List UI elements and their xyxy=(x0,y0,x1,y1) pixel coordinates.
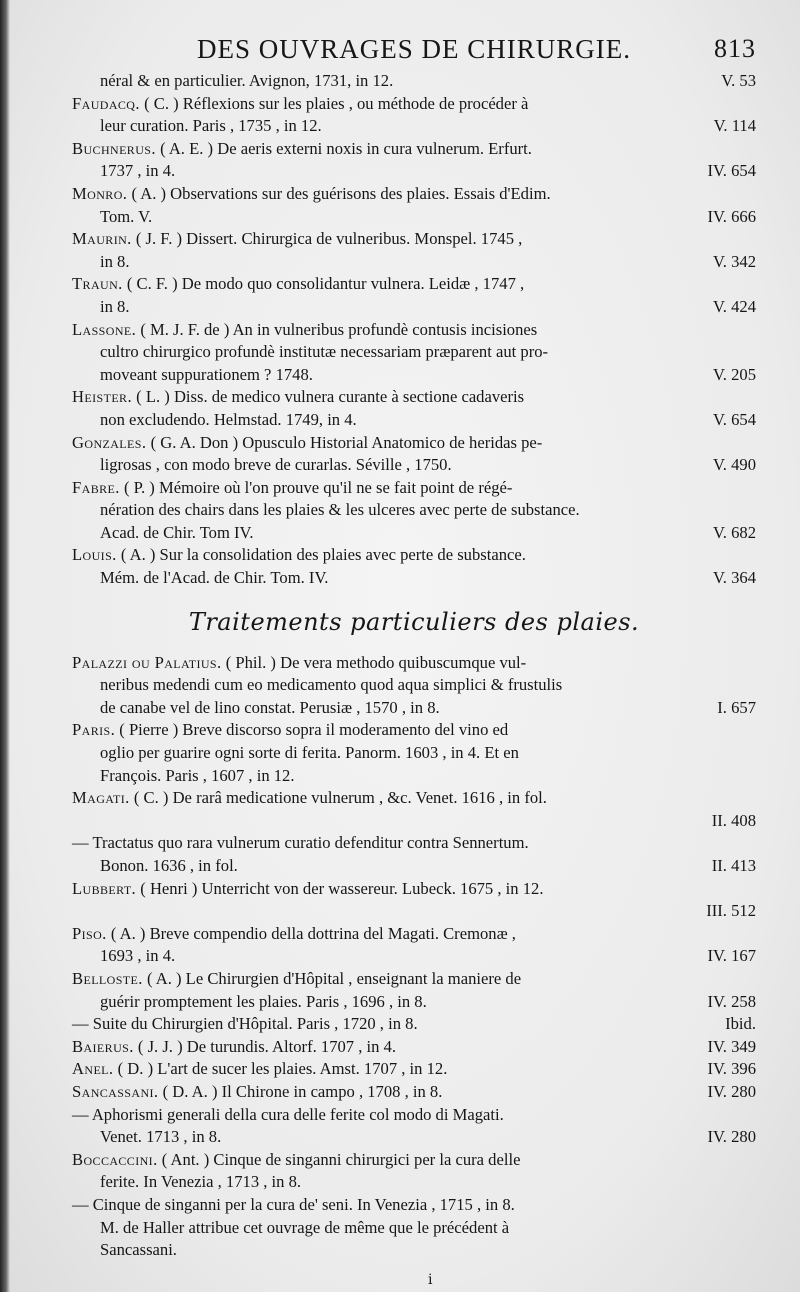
entry-line xyxy=(72,1171,756,1194)
citation-text: 1737 , in 4. xyxy=(100,161,176,181)
entry-line xyxy=(72,1149,756,1172)
entry-line xyxy=(72,183,756,206)
entry-text xyxy=(100,160,175,183)
entry-text xyxy=(100,991,427,1014)
author-name: Buchnerus. xyxy=(72,138,156,158)
citation-text: — Cinque de singanni per la cura de' seni. In Venezia , 1715 , in 8. xyxy=(72,1194,515,1214)
entry-line xyxy=(72,296,756,319)
entry-line xyxy=(72,900,756,923)
entry-text xyxy=(72,1194,515,1217)
entry-text xyxy=(72,968,521,991)
author-name: Sancassani. xyxy=(72,1081,159,1101)
volume-reference: IV. 280 xyxy=(707,1081,756,1101)
author-name: Baierus. xyxy=(72,1036,134,1056)
entry-line xyxy=(72,206,756,229)
citation-text: ( M. J. F. de ) An in vulneribus profundè contusis incisiones xyxy=(140,319,538,339)
entry-line xyxy=(72,544,756,567)
citation-text: ( Phil. ) De vera methodo quibuscumque vul- xyxy=(225,652,527,672)
citation-text: ( A. ) Sur la consolidation des plaies avec perte de substance. xyxy=(120,545,526,565)
citation-text: 1693 , in 4. xyxy=(100,946,176,966)
entry-line xyxy=(72,228,756,251)
volume-reference: V. 654 xyxy=(712,409,756,429)
author-name: Piso. xyxy=(72,923,107,943)
volume-reference: IV. 654 xyxy=(707,161,756,181)
citation-text: Venet. 1713 , in 8. xyxy=(100,1127,222,1147)
volume-reference: III. 512 xyxy=(706,901,756,921)
entry-text xyxy=(72,1104,504,1127)
entry-line xyxy=(72,386,756,409)
citation-text: — Tractatus quo rara vulnerum curatio defenditur contra Sennertum. xyxy=(72,833,529,853)
volume-reference: II. 408 xyxy=(711,810,756,830)
citation-text: oglio per guarire ogni sorte di ferita. Panorm. 1603 , in 4. Et en xyxy=(100,743,519,763)
entry-line xyxy=(72,697,756,720)
entry-text xyxy=(72,1058,447,1081)
entry-line xyxy=(72,454,756,477)
entry-text xyxy=(72,1013,418,1036)
author-name: Fabre. xyxy=(72,477,120,497)
citation-text: ( G. A. Don ) Opusculo Historial Anatomico de heridas pe- xyxy=(150,432,543,452)
entry-text xyxy=(100,206,152,229)
volume-reference: IV. 349 xyxy=(707,1036,756,1056)
entry-text xyxy=(100,765,295,788)
page-number: 813 xyxy=(714,34,756,63)
entry-text xyxy=(72,544,526,567)
entry-line xyxy=(72,341,756,364)
entry-line xyxy=(72,765,756,788)
entry-text xyxy=(100,855,238,878)
citation-text: guérir promptement les plaies. Paris , 1696 , in 8. xyxy=(100,991,427,1011)
citation-text: ( A. ) Le Chirurgien d'Hôpital , enseignant la maniere de xyxy=(146,968,522,988)
entry-text xyxy=(100,945,175,968)
entry-line xyxy=(72,923,756,946)
page-binding-shadow xyxy=(0,0,10,1292)
entry-line xyxy=(72,945,756,968)
entry-text xyxy=(100,742,519,765)
entry-text xyxy=(72,652,526,675)
entry-text xyxy=(100,1126,221,1149)
entry-line xyxy=(72,522,756,545)
entry-text xyxy=(100,522,254,545)
volume-reference: Ibid. xyxy=(725,1014,756,1034)
section-title: Traitements particuliers des plaies. xyxy=(188,607,640,636)
citation-text: ( D. A. ) Il Chirone in campo , 1708 , in 8. xyxy=(162,1081,443,1101)
citation-text: François. Paris , 1607 , in 12. xyxy=(100,765,295,785)
author-name: Lassone. xyxy=(72,319,137,339)
entry-text xyxy=(72,1081,442,1104)
entry-line xyxy=(72,674,756,697)
author-name: Maurin. xyxy=(72,229,132,249)
entry-line xyxy=(72,878,756,901)
author-name: Anel. xyxy=(72,1059,114,1079)
entry-text xyxy=(72,832,529,855)
volume-reference: V. 205 xyxy=(712,364,756,384)
entry-line xyxy=(72,991,756,1014)
volume-reference: IV. 258 xyxy=(707,991,756,1011)
citation-text: in 8. xyxy=(100,251,130,271)
volume-reference: V. 53 xyxy=(721,71,756,90)
entry-line xyxy=(72,855,756,878)
author-name: Magati. xyxy=(72,788,130,808)
volume-reference: V. 424 xyxy=(712,296,756,316)
citation-text: ( A. ) Observations sur des guérisons des plaies. Essais d'Edim. xyxy=(131,183,551,203)
volume-reference: V. 114 xyxy=(713,116,756,136)
author-name: Faudacq. xyxy=(72,93,140,113)
entry-line xyxy=(72,719,756,742)
citation-text: ( P. ) Mémoire où l'on prouve qu'il ne se fait point de régé- xyxy=(123,477,513,497)
entry-text xyxy=(100,115,322,138)
entry-text xyxy=(100,296,130,319)
entry-line xyxy=(72,251,756,274)
entry-text xyxy=(100,454,452,477)
entry-line xyxy=(72,968,756,991)
author-name: Monro. xyxy=(72,183,128,203)
entry-text xyxy=(100,364,313,387)
volume-reference: IV. 666 xyxy=(707,206,756,226)
citation-text: Bonon. 1636 , in fol. xyxy=(100,856,238,875)
entry-text xyxy=(72,93,528,116)
running-header xyxy=(72,34,756,70)
citation-text: ( J. F. ) Dissert. Chirurgica de vulneribus. Monspel. 1745 , xyxy=(135,229,523,249)
entry-text xyxy=(100,1239,177,1262)
entry-text xyxy=(72,183,551,206)
entry-text xyxy=(72,1036,396,1059)
volume-reference: V. 490 xyxy=(712,455,756,475)
entry-text xyxy=(72,273,524,296)
volume-reference: I. 657 xyxy=(717,697,756,717)
entry-line xyxy=(72,273,756,296)
citation-text: ( A. ) Breve compendio della dottrina del Magati. Cremonæ , xyxy=(110,923,516,943)
entry-text xyxy=(72,787,547,810)
entry-text xyxy=(72,228,522,251)
entry-text xyxy=(100,251,130,274)
entry-line xyxy=(72,499,756,522)
volume-reference: V. 682 xyxy=(712,522,756,542)
entry-text xyxy=(72,138,532,161)
citation-text: ( C. ) Réflexions sur les plaies , ou méthode de procéder à xyxy=(144,93,529,113)
author-name: Boccaccini. xyxy=(72,1149,158,1169)
citation-text: Mém. de l'Acad. de Chir. Tom. IV. xyxy=(100,568,329,588)
entry-text xyxy=(100,1171,301,1194)
author-name: Paris. xyxy=(72,720,116,740)
entry-line xyxy=(72,1194,756,1217)
citation-text: de canabe vel de lino constat. Perusiæ , 1570 , in 8. xyxy=(100,697,440,717)
author-name: Gonzales. xyxy=(72,432,147,452)
citation-text: M. de Haller attribue cet ouvrage de même que le précédent à xyxy=(100,1217,510,1237)
entry-line xyxy=(72,567,756,590)
citation-text: néral & en particulier. Avignon, 1731, in 12. xyxy=(100,71,394,90)
entry-line xyxy=(72,1239,756,1262)
entry-line xyxy=(72,364,756,387)
entry-text xyxy=(72,386,524,409)
entry-text xyxy=(72,319,537,342)
entry-line xyxy=(72,810,756,833)
entry-line xyxy=(72,160,756,183)
citation-text: — Suite du Chirurgien d'Hôpital. Paris , 1720 , in 8. xyxy=(72,1014,418,1034)
entry-text xyxy=(72,878,543,901)
citation-text: ( Ant. ) Cinque de singanni chirurgici per la cura delle xyxy=(161,1149,521,1169)
citation-text: leur curation. Paris , 1735 , in 12. xyxy=(100,116,322,136)
citation-text: in 8. xyxy=(100,296,130,316)
citation-text: Sancassani. xyxy=(100,1240,177,1260)
entry-line xyxy=(72,432,756,455)
entry-text xyxy=(100,70,393,93)
entry-line xyxy=(72,1036,756,1059)
citation-text: ( Henri ) Unterricht von der wassereur. Lubeck. 1675 , in 12. xyxy=(140,878,544,898)
entry-line xyxy=(72,1013,756,1036)
citation-text: ferite. In Venezia , 1713 , in 8. xyxy=(100,1172,302,1192)
entry-line xyxy=(72,93,756,116)
author-name: Belloste. xyxy=(72,968,143,988)
volume-reference: II. 413 xyxy=(711,856,756,875)
entry-line xyxy=(72,138,756,161)
citation-text: ( A. E. ) De aeris externi noxis in cura vulnerum. Erfurt. xyxy=(160,138,532,158)
entry-line xyxy=(72,1104,756,1127)
citation-text: ligrosas , con modo breve de curarlas. Séville , 1750. xyxy=(100,455,452,475)
entry-text xyxy=(72,432,542,455)
citation-text: ( L. ) Diss. de medico vulnera curante à sectione cadaveris xyxy=(136,387,525,407)
citation-text: ( D. ) L'art de sucer les plaies. Amst. 1707 , in 12. xyxy=(117,1059,448,1079)
entry-text xyxy=(100,697,440,720)
entry-text xyxy=(100,567,328,590)
entry-text xyxy=(100,674,562,697)
bibliography-list-particular xyxy=(72,652,756,1262)
citation-text: moveant suppurationem ? 1748. xyxy=(100,364,313,384)
entry-line xyxy=(72,409,756,432)
entry-line xyxy=(72,832,756,855)
volume-reference: IV. 396 xyxy=(707,1059,756,1079)
entry-line xyxy=(72,477,756,500)
entry-line xyxy=(72,319,756,342)
author-name: Palazzi ou Palatius. xyxy=(72,652,222,672)
header-title: DES OUVRAGES DE CHIRURGIE. xyxy=(196,34,631,64)
volume-reference: V. 364 xyxy=(712,568,756,588)
entry-line xyxy=(72,787,756,810)
citation-text: cultro chirurgico profundè institutæ necessariam præparent aut pro- xyxy=(100,342,549,362)
author-name: Heister. xyxy=(72,387,132,407)
volume-reference: V. 342 xyxy=(712,251,756,271)
entry-line xyxy=(72,652,756,675)
entry-line xyxy=(72,1081,756,1104)
citation-text: nération des chairs dans les plaies & les ulceres avec perte de substance. xyxy=(100,500,580,520)
entry-text xyxy=(72,719,508,742)
bibliography-list-general xyxy=(72,70,756,590)
citation-text: non excludendo. Helmstad. 1749, in 4. xyxy=(100,409,357,429)
citation-text: ( J. J. ) De turundis. Altorf. 1707 , in 4. xyxy=(137,1036,397,1056)
entry-line xyxy=(72,115,756,138)
volume-reference: IV. 167 xyxy=(707,946,756,966)
citation-text: Tom. V. xyxy=(100,206,153,226)
entry-line xyxy=(72,1126,756,1149)
entry-text xyxy=(72,1149,520,1172)
entry-text xyxy=(72,477,512,500)
author-name: Louis. xyxy=(72,545,117,565)
entry-text xyxy=(100,1217,509,1240)
entry-line xyxy=(72,70,756,93)
entry-text xyxy=(100,341,548,364)
entry-text xyxy=(100,499,580,522)
citation-text: neribus medendi cum eo medicamento quod aqua simplici & frustulis xyxy=(100,675,563,695)
citation-text: — Aphorismi generali della cura delle ferite col modo di Magati. xyxy=(72,1104,504,1124)
author-name: Lubbert. xyxy=(72,878,137,898)
citation-text: ( C. F. ) De modo quo consolidantur vulnera. Leidæ , 1747 , xyxy=(126,274,525,294)
citation-text: Acad. de Chir. Tom IV. xyxy=(100,522,254,542)
printer-mark: i xyxy=(428,1272,433,1288)
entry-line xyxy=(72,1058,756,1081)
entry-text xyxy=(100,409,357,432)
citation-text: ( Pierre ) Breve discorso sopra il moderamento del vino ed xyxy=(119,720,509,740)
entry-text xyxy=(72,923,516,946)
entry-line xyxy=(72,1217,756,1240)
volume-reference: IV. 280 xyxy=(707,1127,756,1147)
entry-line xyxy=(72,742,756,765)
citation-text: ( C. ) De rarâ medicatione vulnerum , &c. Venet. 1616 , in fol. xyxy=(133,788,547,808)
author-name: Traun. xyxy=(72,274,123,294)
